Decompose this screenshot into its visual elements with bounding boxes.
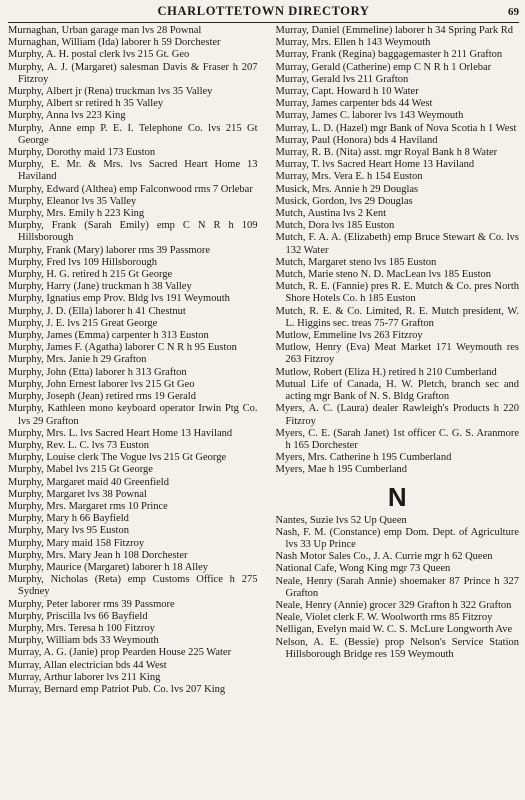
directory-entry: Murphy, John (Etta) laborer h 313 Grafton xyxy=(8,366,187,378)
directory-entry: Murray, Mrs. Ellen h 143 Weymouth xyxy=(275,37,431,49)
directory-entry: Mutlow, Emmeline lvs 263 Fitzroy xyxy=(275,330,423,342)
directory-entry: Mutlow, Robert (Eliza H.) retired h 210 Cumberland xyxy=(275,366,497,378)
directory-entry: Murray, Gerald (Catherine) emp C N R h 1 Orlebar xyxy=(275,61,492,73)
directory-entry: Murray, Paul (Honora) bds 4 Haviland xyxy=(275,134,438,146)
directory-entry: Murray, Frank (Regina) baggagemaster h 211 Grafton xyxy=(275,49,503,61)
right-column-top xyxy=(276,25,520,477)
section-letter: N xyxy=(387,481,407,512)
directory-entry: Murphy, Mary maid 158 Fitzroy xyxy=(8,537,145,549)
directory-entry: Murray, Arthur laborer lvs 211 King xyxy=(8,671,161,683)
right-column xyxy=(264,25,520,800)
directory-entry: Murphy, Harry (Jane) truckman h 38 Valley xyxy=(8,281,192,293)
directory-entry: Murphy, Priscilla lvs 66 Bayfield xyxy=(8,610,148,622)
directory-entry: Murphy, E. Mr. & Mrs. lvs Sacred Heart Home 13 Haviland xyxy=(8,159,258,183)
directory-entry: Murphy, Albert jr (Rena) truckman lvs 35 Valley xyxy=(8,86,213,98)
directory-entry: Murphy, Margaret lvs 38 Pownal xyxy=(8,488,147,500)
directory-entry: Murnaghan, William (Ida) laborer h 59 Dorchester xyxy=(8,37,221,49)
page-number: 69 xyxy=(508,6,519,18)
directory-entry: Murphy, Rev. L. C. lvs 73 Euston xyxy=(8,439,149,451)
directory-entry: Murray, L. D. (Hazel) mgr Bank of Nova Scotia h 1 West xyxy=(275,122,517,134)
directory-entry: Murphy, James F. (Agatha) laborer C N R h 95 Euston xyxy=(8,342,237,354)
directory-entry: Murphy, Maurice (Margaret) laborer h 18 Alley xyxy=(8,561,209,573)
directory-entry: Murphy, Joseph (Jean) retired rms 19 Gerald xyxy=(8,391,196,403)
directory-entry: Murphy, A. J. (Margaret) salesman Davis & Fraser h 207 Fitzroy xyxy=(8,61,258,85)
directory-entry: Murnaghan, Urban garage man lvs 28 Pownal xyxy=(8,25,202,36)
directory-entry: Murphy, Mrs. Emily h 223 King xyxy=(8,208,145,220)
directory-entry: Murphy, J. D. (Ella) laborer h 41 Chestnut xyxy=(8,305,186,317)
directory-entry: Mutlow, Henry (Eva) Meat Market 171 Weymouth res 263 Fitzroy xyxy=(275,342,519,366)
directory-entry: Nash, F. M. (Constance) emp Dom. Dept. of Agriculture lvs 33 Up Prince xyxy=(275,526,519,550)
directory-entry: Murray, James carpenter bds 44 West xyxy=(275,98,433,110)
directory-entry: Murphy, William bds 33 Weymouth xyxy=(8,635,159,647)
directory-entry: Murphy, Mabel lvs 215 Gt George xyxy=(8,464,153,476)
page-header xyxy=(8,4,519,23)
directory-entry: Murphy, Margaret maid 40 Greenfield xyxy=(8,476,169,488)
directory-entry: Neale, Henry (Annie) grocer 329 Grafton h 322 Grafton xyxy=(275,599,512,611)
directory-entry: Murphy, Mary h 66 Bayfield xyxy=(8,513,129,525)
directory-entry: Murray, R. B. (Nita) asst. mgr Royal Bank h 8 Water xyxy=(275,147,498,159)
directory-entry: Mutual Life of Canada, H. W. Pletch, branch sec and acting mgr Bank of N. S. Bldg Grafton xyxy=(275,378,519,403)
directory-entry: Murray, T. lvs Sacred Heart Home 13 Haviland xyxy=(275,159,475,171)
directory-entry: Murray, Daniel (Emmeline) laborer h 34 Spring Park Rd xyxy=(275,25,514,36)
directory-entry: Mutch, Margaret steno lvs 185 Euston xyxy=(275,256,437,268)
right-column-bottom xyxy=(276,515,520,661)
page-title: CHARLOTTETOWN DIRECTORY xyxy=(157,4,370,18)
directory-entry: Murphy, Ignatius emp Prov. Bldg lvs 191 Weymouth xyxy=(8,293,230,305)
directory-entry: Murphy, Albert sr retired h 35 Valley xyxy=(8,98,164,110)
directory-entry: Murray, James C. laborer lvs 143 Weymouth xyxy=(275,110,464,122)
directory-entry: Nash Motor Sales Co., J. A. Currie mgr h 62 Queen xyxy=(275,551,493,563)
directory-entry: Myers, A. C. (Laura) dealer Rawleigh's Products h 220 Fitzroy xyxy=(275,403,519,427)
directory-entry: Murphy, Fred lvs 109 Hillsborough xyxy=(8,256,157,268)
directory-entry: Mutch, Dora lvs 185 Euston xyxy=(275,220,395,232)
directory-entry: Murray, A. G. (Janie) prop Pearden House 225 Water xyxy=(8,647,232,659)
directory-entry: Murray, Capt. Howard h 10 Water xyxy=(275,86,419,98)
columns xyxy=(8,25,519,800)
directory-entry: Murphy, James (Emma) carpenter h 313 Euston xyxy=(8,330,209,342)
directory-entry: Nantes, Suzie lvs 52 Up Queen xyxy=(275,514,407,526)
directory-entry: National Cafe, Wong King mgr 73 Queen xyxy=(275,563,451,575)
directory-entry: Murphy, Nicholas (Reta) emp Customs Office h 275 Sydney xyxy=(8,574,258,598)
directory-entry: Murphy, Mrs. Margaret rms 10 Prince xyxy=(8,500,168,512)
directory-entry: Neale, Henry (Sarah Annie) shoemaker 87 Prince h 327 Grafton xyxy=(275,575,519,599)
directory-entry: Myers, Mrs. Catherine h 195 Cumberland xyxy=(275,452,452,464)
directory-entry: Murray, Allan electrician bds 44 West xyxy=(8,659,167,671)
directory-entry: Murphy, Mrs. Teresa h 100 Fitzroy xyxy=(8,622,155,634)
directory-entry: Murphy, H. G. retired h 215 Gt George xyxy=(8,269,173,281)
directory-entry: Nelligan, Evelyn maid W. C. S. McLure Longworth Ave xyxy=(275,624,513,636)
directory-entry: Nelson, A. E. (Bessie) prop Nelson's Service Station Hillsborough Bridge res 159 Weymouth xyxy=(275,636,519,660)
directory-entry: Myers, C. E. (Sarah Janet) 1st officer C. G. S. Aranmore h 165 Dorchester xyxy=(275,427,519,451)
directory-entry: Mutch, R. E. (Fannie) pres R. E. Mutch & Co. pres North Shore Hotels Co. h 185 Euston xyxy=(275,281,519,305)
directory-entry: Murphy, Peter laborer rms 39 Passmore xyxy=(8,598,175,610)
directory-entry: Murphy, Anne emp P. E. I. Telephone Co. lvs 215 Gt George xyxy=(8,122,258,146)
directory-entry: Murphy, Anna lvs 223 King xyxy=(8,110,126,122)
directory-entry: Murphy, Dorothy maid 173 Euston xyxy=(8,147,156,159)
directory-entry: Murphy, Louise clerk The Vogue lvs 215 Gt George xyxy=(8,452,227,464)
directory-entry: Mutch, Austina lvs 2 Kent xyxy=(275,208,387,220)
directory-entry: Neale, Violet clerk F. W. Woolworth rms 85 Fitzroy xyxy=(275,612,493,624)
directory-entry: Musick, Mrs. Annie h 29 Douglas xyxy=(275,183,419,195)
directory-entry: Murphy, Eleanor lvs 35 Valley xyxy=(8,195,137,207)
directory-entry: Murphy, Frank (Sarah Emily) emp C N R h 109 Hillsborough xyxy=(8,220,258,244)
directory-entry: Murphy, Kathleen mono keyboard operator Irwin Ptg Co. lvs 29 Grafton xyxy=(8,403,258,427)
directory-entry: Murray, Gerald lvs 211 Grafton xyxy=(275,73,409,85)
directory-entry: Murphy, Frank (Mary) laborer rms 39 Passmore xyxy=(8,244,210,256)
directory-entry: Mutch, F. A. A. (Elizabeth) emp Bruce Stewart & Co. lvs 132 Water xyxy=(275,232,519,256)
directory-entry: Murphy, A. H. postal clerk lvs 215 Gt. Geo xyxy=(8,49,190,61)
directory-entry: Murphy, Edward (Althea) emp Falconwood rms 7 Orlebar xyxy=(8,183,253,195)
directory-entry: Murphy, J. E. lvs 215 Great George xyxy=(8,317,158,329)
left-column xyxy=(8,25,264,800)
directory-entry: Musick, Gordon, lvs 29 Douglas xyxy=(275,195,413,207)
directory-entry: Murphy, John Ernest laborer lvs 215 Gt Geo xyxy=(8,378,195,390)
directory-entry: Mutch, Marie steno N. D. MacLean lvs 185 Euston xyxy=(275,269,492,281)
directory-entry: Murphy, Mrs. L. lvs Sacred Heart Home 13 Haviland xyxy=(8,427,233,439)
directory-entry: Murphy, Mrs. Mary Jean h 108 Dorchester xyxy=(8,549,188,561)
directory-entry: Murray, Bernard emp Patriot Pub. Co. lvs 207 King xyxy=(8,683,226,695)
directory-entry: Myers, Mae h 195 Cumberland xyxy=(275,464,408,476)
directory-entry: Mutch, R. E. & Co. Limited, R. E. Mutch president, W. L. Higgins sec. treas 75-77 Grafton xyxy=(275,305,519,329)
directory-entry: Murphy, Mary lvs 95 Euston xyxy=(8,525,129,537)
directory-entry: Murray, Mrs. Vera E. h 154 Euston xyxy=(275,171,423,183)
directory-entry: Murphy, Mrs. Janie h 29 Grafton xyxy=(8,354,147,366)
